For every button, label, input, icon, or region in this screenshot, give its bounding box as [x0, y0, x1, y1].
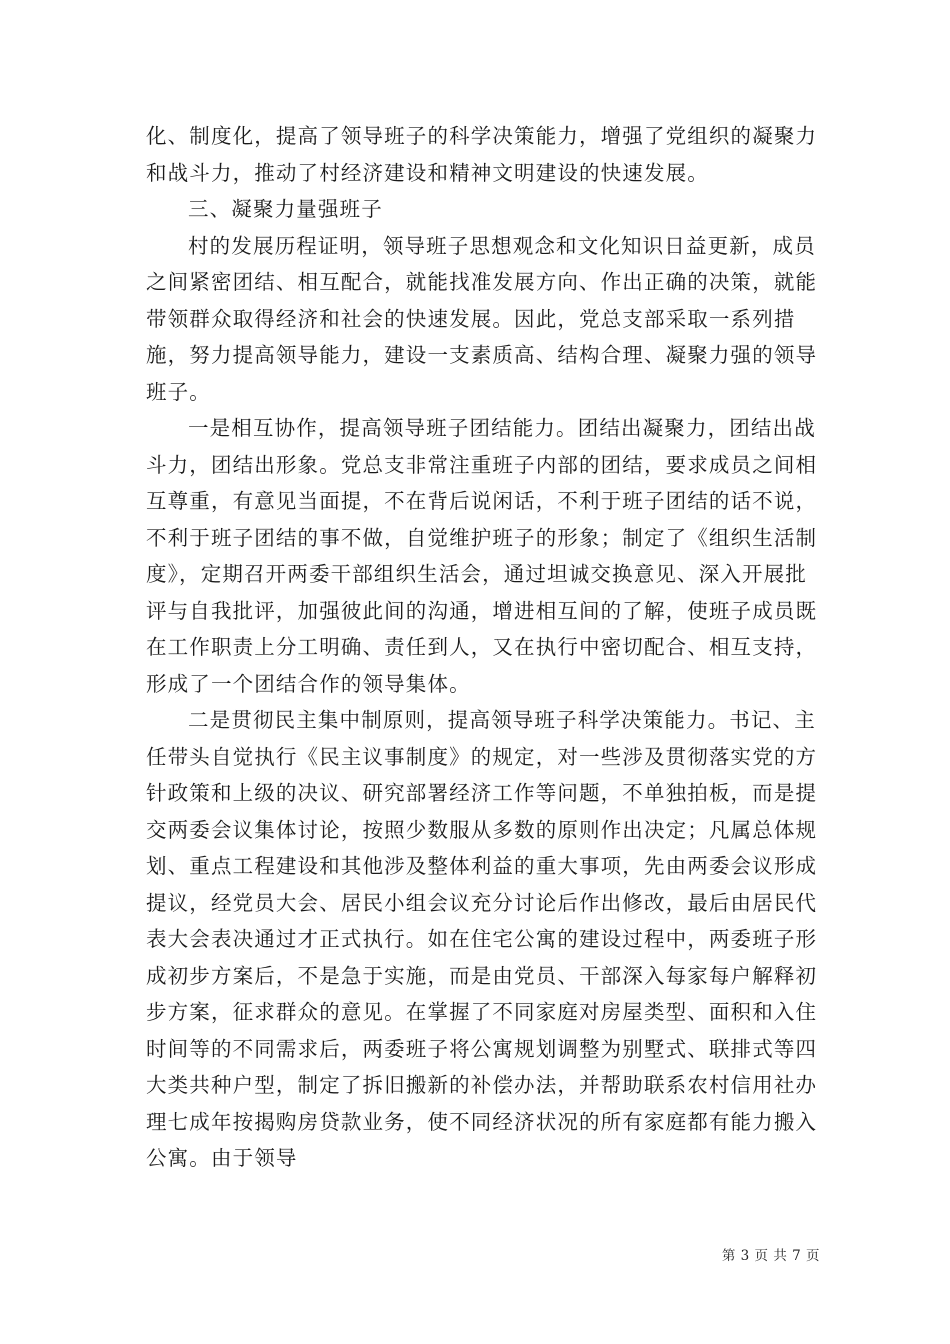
paragraph-continuation: 化、制度化，提高了领导班子的科学决策能力，增强了党组织的凝聚力和战斗力，推动了村经济建设和精神文明建设的快速发展。	[146, 124, 818, 185]
page-number-footer: 第 3 页 共 7 页	[721, 1248, 820, 1264]
document-body	[146, 118, 826, 1177]
paragraph-point-two: 二是贯彻民主集中制原则，提高领导班子科学决策能力。书记、主任带头自觉执行《民主议事制度》的规定，对一些涉及贯彻落实党的方针政策和上级的决议、研究部署经济工作等问题，不单独拍板，而是提交两委会议集体讨论，按照少数服从多数的原则作出决定；凡属总体规划、重点工程建设和其他涉及整体利益的重大事项，先由两委会议形成提议，经党员大会、居民小组会议充分讨论后作出修改，最后由居民代表大会表决通过才正式执行。如在住宅公寓的建设过程中，两委班子形成初步方案后，不是急于实施，而是由党员、干部深入每家每户解释初步方案，征求群众的意见。在掌握了不同家庭对房屋类型、面积和入住时间等的不同需求后，两委班子将公寓规划调整为别墅式、联排式等四大类共种户型，制定了拆旧搬新的补偿办法，并帮助联系农村信用社办理七成年按揭购房贷款业务，使不同经济状况的所有家庭都有能力搬入公寓。由于领导	[146, 708, 818, 1170]
paragraph-point-one: 一是相互协作，提高领导班子团结能力。团结出凝聚力，团结出战斗力，团结出形象。党总支非常注重班子内部的团结，要求成员之间相互尊重，有意见当面提，不在背后说闲话，不利于班子团结的话不说，不利于班子团结的事不做，自觉维护班子的形象；制定了《组织生活制度》，定期召开两委干部组织生活会，通过坦诚交换意见、深入开展批评与自我批评，加强彼此间的沟通，增进相互间的了解，使班子成员既在工作职责上分工明确、责任到人，又在执行中密切配合、相互支持，形成了一个团结合作的领导集体。	[146, 416, 818, 696]
section-heading: 三、凝聚力量强班子	[188, 197, 383, 221]
paragraph-intro: 村的发展历程证明，领导班子思想观念和文化知识日益更新，成员之间紧密团结、相互配合，就能找准发展方向、作出正确的决策，就能带领群众取得经济和社会的快速发展。因此，党总支部采取一系列措施，努力提高领导能力，建设一支素质高、结构合理、凝聚力强的领导班子。	[146, 233, 818, 404]
